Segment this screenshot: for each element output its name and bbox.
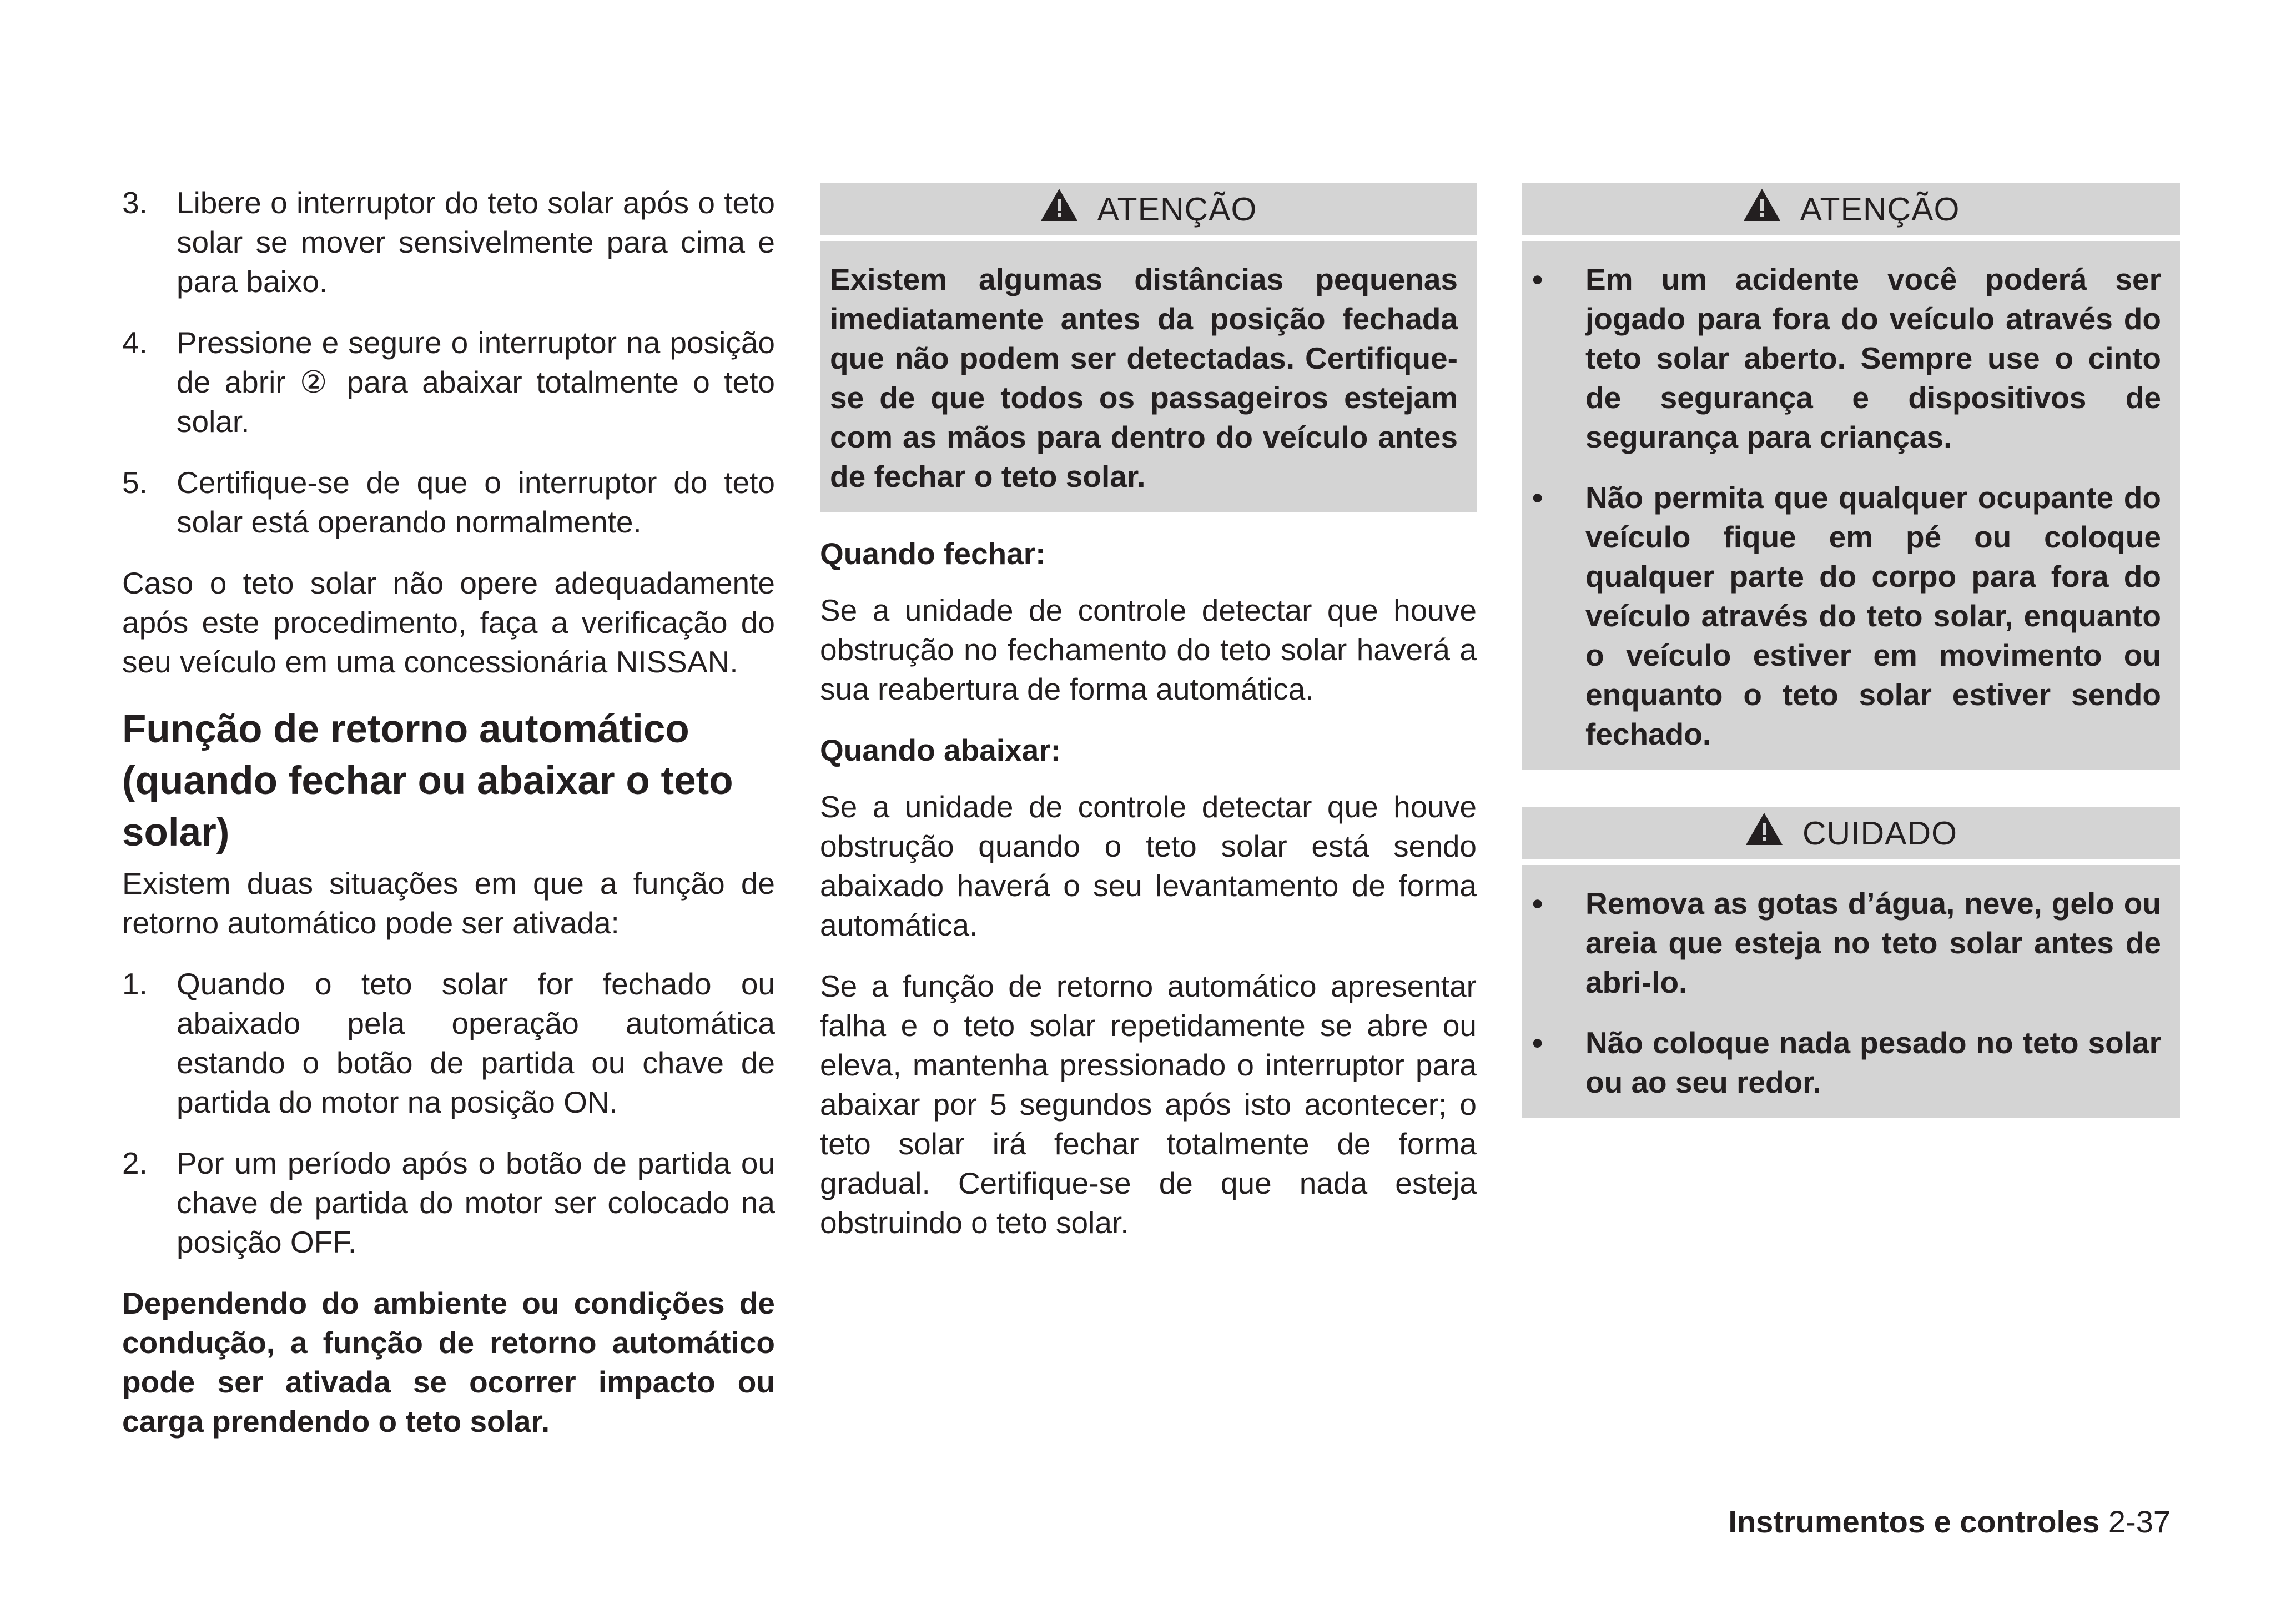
- caution-list: [1522, 865, 2180, 1118]
- warning-box: [1522, 183, 2180, 770]
- paragraph: Se a unidade de controle detectar que houve obstrução quando o teto solar está sendo abaixado haverá o seu levantamento de forma automática.: [820, 790, 1477, 942]
- list-text: Por um período após o botão de partida ou chave de partida do motor ser colocado na posição OFF.: [177, 1146, 775, 1259]
- paragraph: Se a função de retorno automático apresentar falha e o teto solar repetidamente se abre ou eleva, mantenha pressionado o interruptor para abaixar por 5 segundos após isto acontecer; o teto solar irá fechar totalmente de forma gradual. Certifique-se de que nada esteja obstruindo o teto solar.: [820, 969, 1477, 1240]
- list-item: [122, 463, 775, 542]
- bullet-text: Remova as gotas d’água, neve, gelo ou areia que esteja no teto solar antes de abri-lo.: [1585, 886, 2161, 999]
- bullet: •: [1532, 480, 1543, 515]
- bullet-item: [1532, 1023, 2161, 1102]
- caution-box: [1522, 807, 2180, 1118]
- paragraph: Existem duas situações em que a função de retorno automático pode ser ativada:: [122, 866, 775, 940]
- column-1: [122, 183, 775, 1463]
- list-number: 4.: [122, 325, 148, 360]
- list-text: Certifique-se de que o interruptor do teto solar está operando normalmente.: [177, 465, 775, 539]
- list-text: Pressione e segure o interruptor na posição de abrir ② para abaixar totalmente o teto solar.: [177, 325, 775, 439]
- bullet: •: [1532, 262, 1543, 296]
- bullet-text: Não coloque nada pesado no teto solar ou ao seu redor.: [1585, 1025, 2161, 1099]
- subheading: Quando fechar:: [820, 536, 1046, 571]
- subheading: Quando abaixar:: [820, 733, 1061, 767]
- warning-list: [1522, 241, 2180, 770]
- list-item: [122, 323, 775, 441]
- warning-title: ATENÇÃO: [1097, 190, 1257, 228]
- bullet-item: [1532, 260, 2161, 457]
- list-text: Libere o interruptor do teto solar após o teto solar se mover sensivelmente para cima e para baixo.: [177, 185, 775, 299]
- list-item: [122, 964, 775, 1122]
- paragraph: Se a unidade de controle detectar que houve obstrução no fechamento do teto solar haverá a sua reabertura de forma automática.: [820, 593, 1477, 706]
- section-heading: Função de retorno automático (quando fechar ou abaixar o teto solar): [122, 707, 733, 854]
- warning-triangle-icon: [1040, 188, 1079, 231]
- bullet: •: [1532, 1025, 1543, 1060]
- caution-header: [1522, 807, 2180, 859]
- bullet-item: [1532, 884, 2161, 1002]
- bold-note: Dependendo do ambiente ou condições de condução, a função de retorno automático pode ser ativada se ocorrer impacto ou carga prendendo o teto solar.: [122, 1286, 775, 1439]
- list-number: 5.: [122, 465, 148, 500]
- warning-title: ATENÇÃO: [1800, 190, 1960, 228]
- bullet-text: Em um acidente você poderá ser jogado para fora do veículo através do teto solar aberto. Sempre use o cinto de segurança e dispositivos de segurança para crianças.: [1585, 262, 2161, 454]
- box-divider: [1522, 859, 2180, 865]
- list-number: 3.: [122, 185, 148, 220]
- warning-box: [820, 183, 1477, 512]
- box-divider: [820, 235, 1477, 241]
- list-number: 2.: [122, 1146, 148, 1180]
- warning-body: Existem algumas distâncias pequenas imediatamente antes da posição fechada que não podem ser detectadas. Certifique-se de que todos os passageiros estejam com as mãos para dentro do veículo antes de fechar o teto solar.: [830, 262, 1458, 494]
- page-footer: [1728, 1504, 2171, 1540]
- bullet: •: [1532, 886, 1543, 921]
- list-item: [122, 183, 775, 301]
- warning-header: [1522, 183, 2180, 235]
- warning-header: [820, 183, 1477, 235]
- page-number: 2-37: [2108, 1504, 2171, 1539]
- caution-title: CUIDADO: [1802, 814, 1958, 852]
- warning-text: [820, 241, 1477, 512]
- bullet-text: Não permita que qualquer ocupante do veículo fique em pé ou coloque qualquer parte do corpo para fora do veículo através do teto solar, enquanto o veículo estiver em movimento ou enquanto o teto solar estiver sendo fechado.: [1585, 480, 2161, 751]
- box-divider: [1522, 235, 2180, 241]
- warning-triangle-icon: [1745, 812, 1784, 855]
- column-3: [1522, 183, 2180, 1118]
- bullet-item: [1532, 478, 2161, 754]
- list-item: [122, 1144, 775, 1262]
- paragraph: Caso o teto solar não opere adequadamente após este procedimento, faça a verificação do seu veículo em uma concessionária NISSAN.: [122, 566, 775, 679]
- list-text: Quando o teto solar for fechado ou abaixado pela operação automática estando o botão de partida ou chave de partida do motor na posição ON.: [177, 967, 775, 1119]
- column-2: [820, 183, 1477, 1264]
- list-number: 1.: [122, 967, 148, 1001]
- section-name: Instrumentos e controles: [1728, 1504, 2100, 1539]
- warning-triangle-icon: [1743, 188, 1781, 231]
